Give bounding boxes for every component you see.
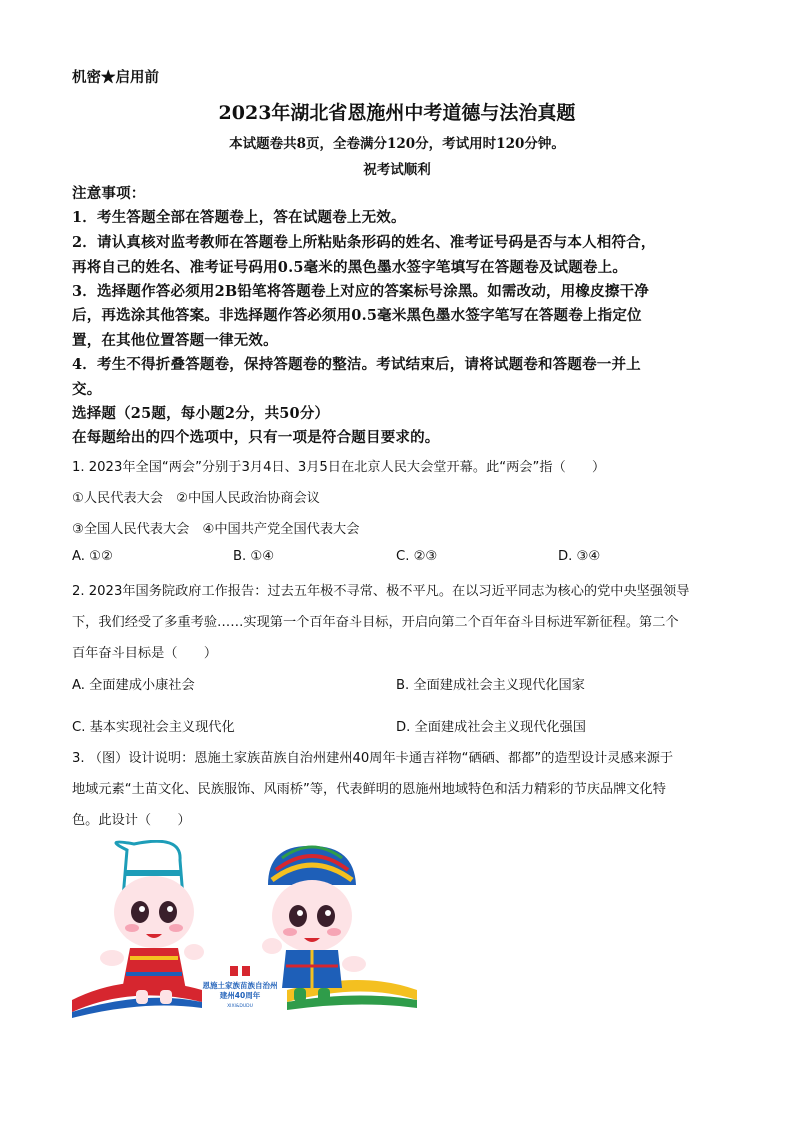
- notes-heading: 注意事项：: [72, 185, 146, 202]
- note-line: 交。: [72, 381, 102, 398]
- q2-stem-line: 百年奋斗目标是（ ）: [72, 646, 218, 661]
- mascot-illustration: [72, 840, 417, 1020]
- secret-label: 机密★启用前: [72, 69, 159, 86]
- q2-option-a: A. 全面建成小康社会: [72, 678, 195, 693]
- q3-stem-line: 3. （图）设计说明：恩施土家族苗族自治州建州40周年卡通吉祥物“硒硒、都都”的造型设计灵感来源于: [72, 751, 674, 766]
- q1-option-b: B. ①④: [233, 549, 275, 564]
- page-title: 2023年湖北省恩施州中考道德与法治真题: [218, 102, 576, 124]
- q2-option-b: B. 全面建成社会主义现代化国家: [396, 678, 585, 693]
- note-line: 3．选择题作答必须用2B铅笔将答题卷上对应的答案标号涂黑。如需改动，用橡皮擦干净: [72, 283, 649, 300]
- q1-item: ③全国人民代表大会 ④中国共产党全国代表大会: [72, 522, 360, 537]
- mascot-dudu: [262, 846, 366, 1002]
- logo-line-2: 建州40周年: [219, 991, 261, 1000]
- q1-item: ①人民代表大会 ②中国人民政治协商会议: [72, 491, 320, 506]
- q2-stem-line: 2. 2023年国务院政府工作报告：过去五年极不寻常、极不平凡。在以习近平同志为核心的党中央坚强领导: [72, 584, 690, 599]
- exam-info: 本试题卷共8页，全卷满分120分，考试用时120分钟。: [229, 136, 565, 152]
- exam-wish: 祝考试顺利: [363, 162, 431, 178]
- note-line: 再将自己的姓名、准考证号码用0.5毫米的黑色墨水签字笔填写在答题卷及试题卷上。: [72, 259, 628, 276]
- section-title: 选择题（25题，每小题2分，共50分）: [72, 405, 330, 422]
- q1-stem: 1. 2023年全国“两会”分别于3月4日、3月5日在北京人民大会堂开幕。此“两会”指（ ）: [72, 460, 606, 475]
- note-line: 后，再选涂其他答案。非选择题作答必须用0.5毫米黑色墨水签字笔写在答题卷上指定位: [72, 307, 642, 324]
- note-line: 4．考生不得折叠答题卷，保持答题卷的整洁。考试结束后，请将试题卷和答题卷一并上: [72, 356, 641, 373]
- q1-option-d: D. ③④: [558, 549, 601, 564]
- q1-option-a: A. ①②: [72, 549, 113, 564]
- q2-stem-line: 下，我们经受了多重考验……实现第一个百年奋斗目标，开启向第二个百年奋斗目标进军新征程。第二个: [72, 615, 679, 630]
- logo-line-1: 恩施土家族苗族自治州: [202, 981, 278, 990]
- q3-stem-line: 地域元素“土苗文化、民族服饰、风雨桥”等，代表鲜明的恩施州地域特色和活力精彩的节庆品牌文化特: [72, 782, 666, 797]
- note-line: 2．请认真核对监考教师在答题卷上所粘贴条形码的姓名、准考证号码是否与本人相符合，: [72, 234, 656, 251]
- ribbon-swoosh: [287, 995, 417, 1010]
- note-line: 1．考生答题全部在答题卷上，答在试题卷上无效。: [72, 209, 406, 226]
- q2-option-d: D. 全面建成社会主义现代化强国: [396, 720, 586, 735]
- mascot-xixi: [100, 841, 204, 1004]
- q1-option-c: C. ②③: [396, 549, 438, 564]
- note-line: 置，在其他位置答题一律无效。: [72, 332, 278, 349]
- logo-small: XIXI&DUDU: [227, 1004, 253, 1009]
- section-instruction: 在每题给出的四个选项中，只有一项是符合题目要求的。: [72, 429, 440, 446]
- q3-stem-line: 色。此设计（ ）: [72, 813, 191, 828]
- q2-option-c: C. 基本实现社会主义现代化: [72, 720, 235, 735]
- anniversary-logo: [203, 966, 278, 1009]
